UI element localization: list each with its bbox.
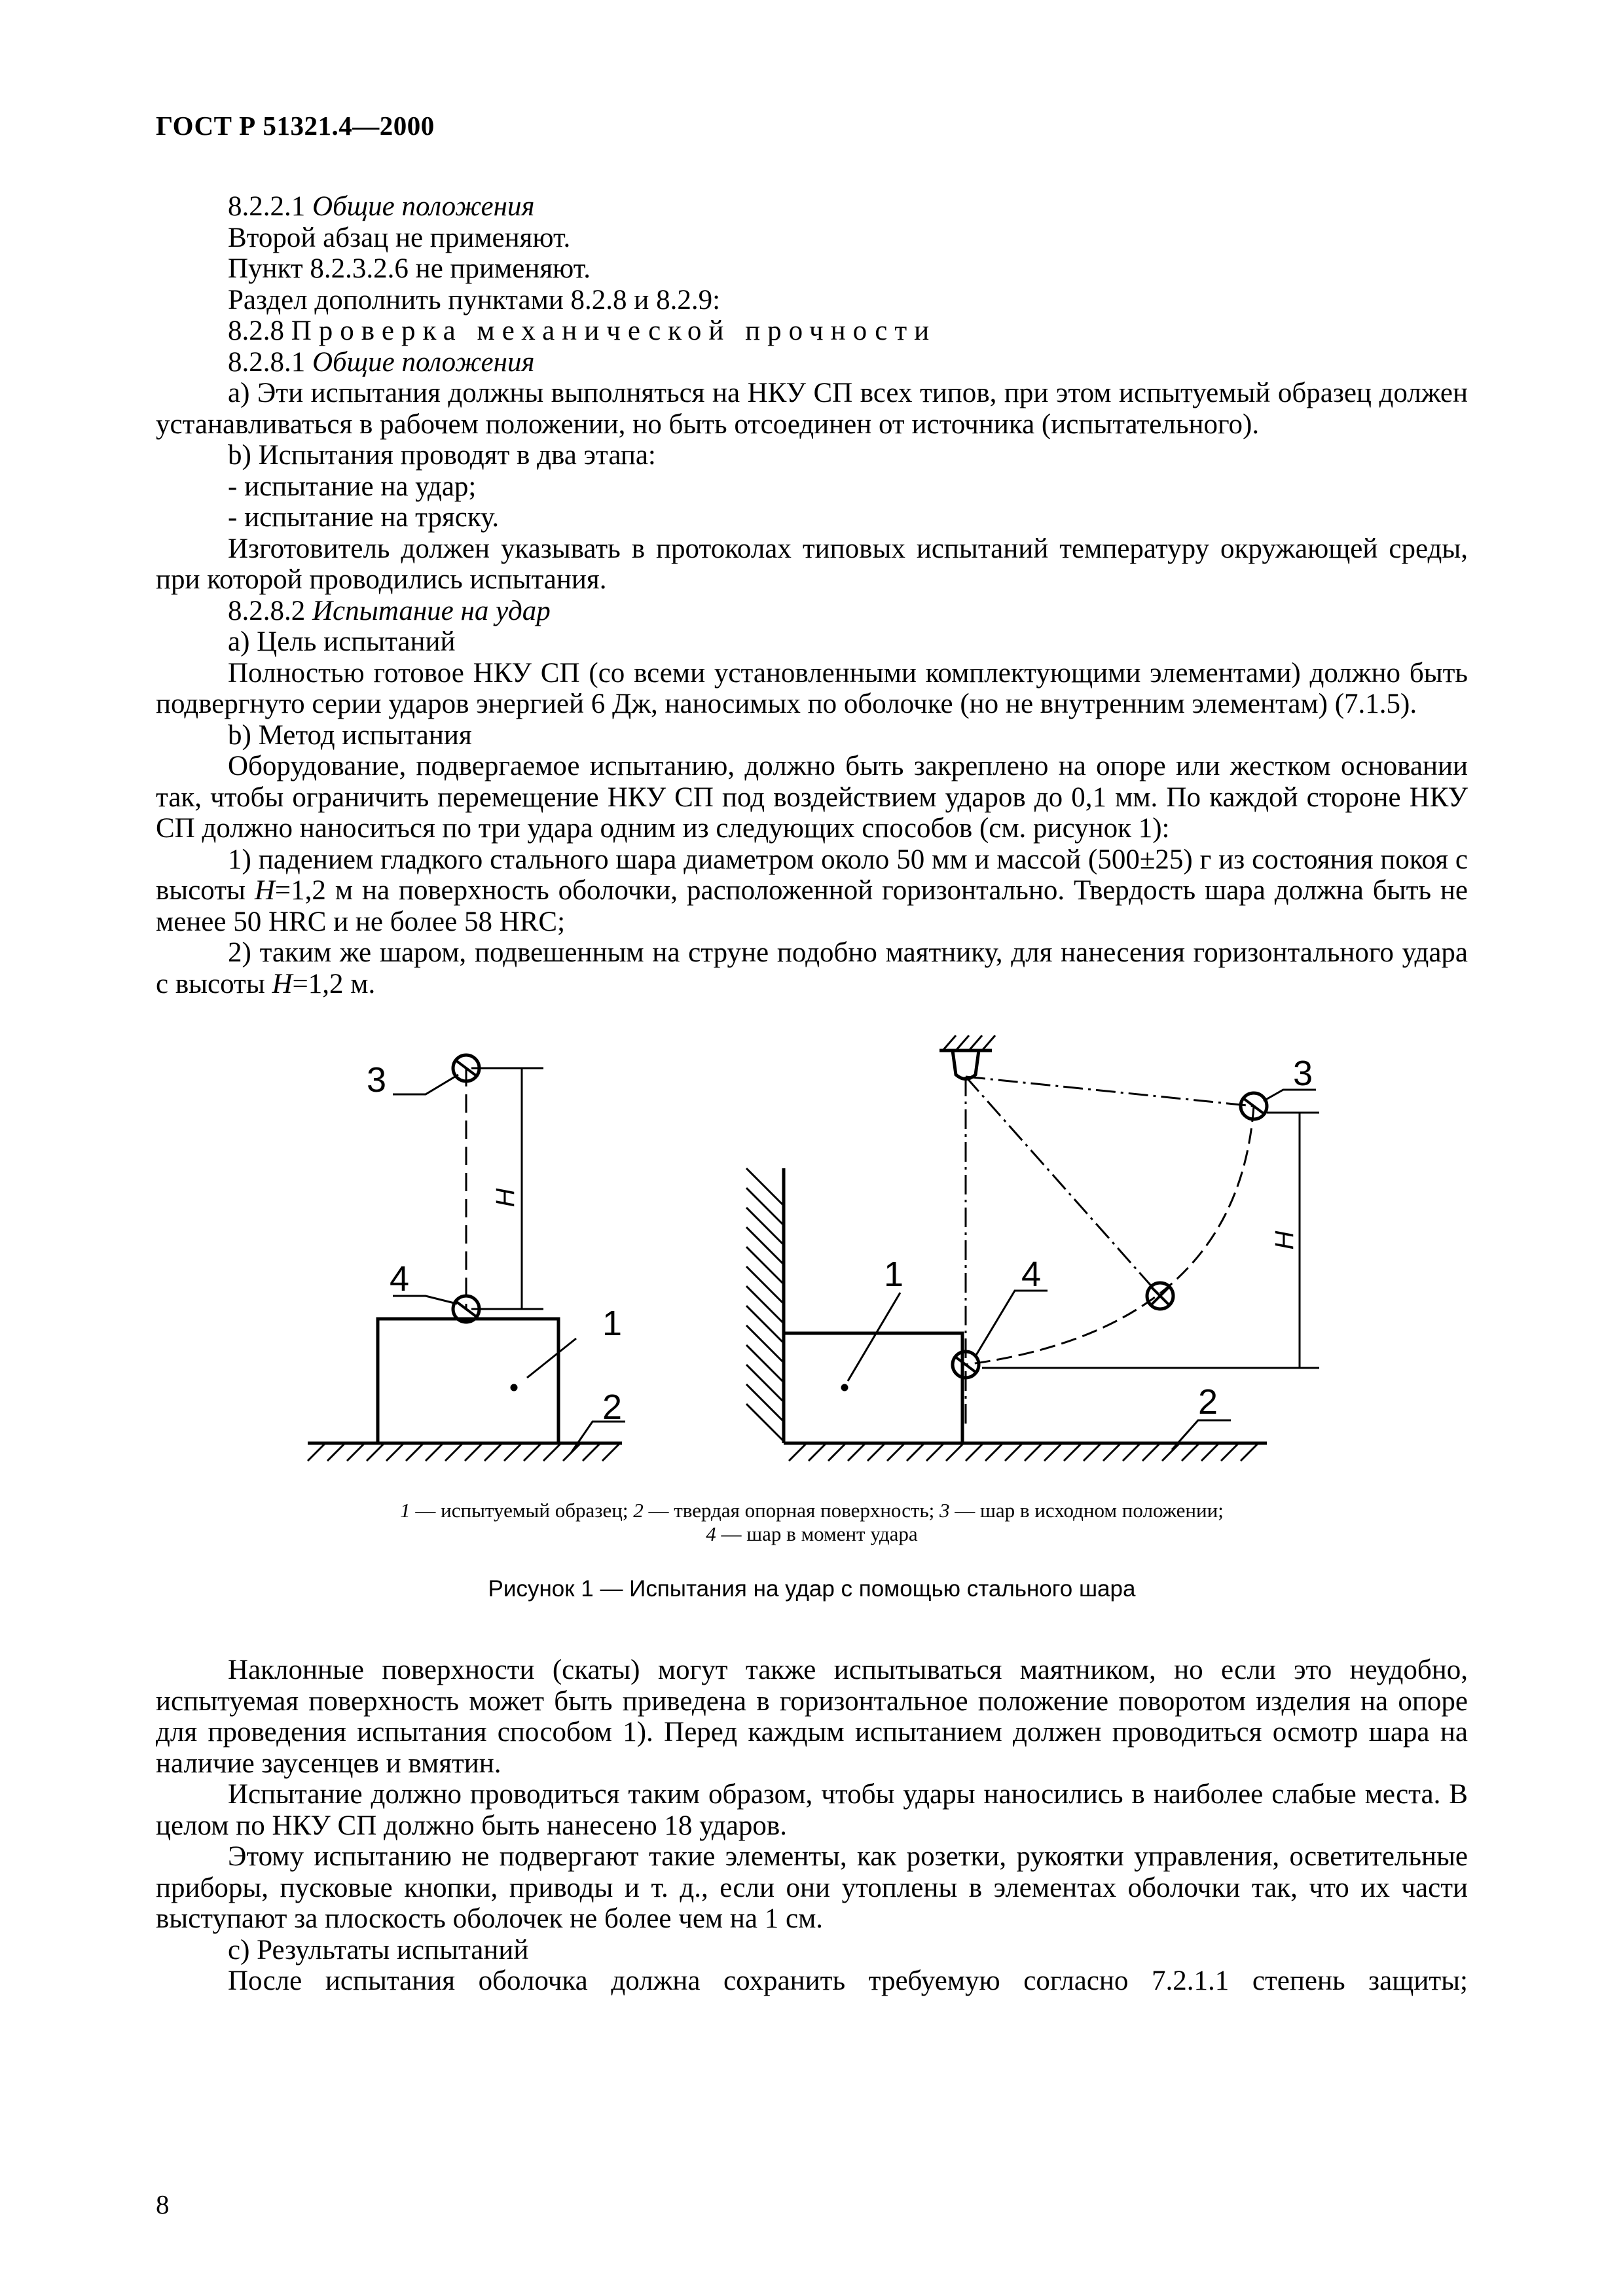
paragraph: Раздел дополнить пунктами 8.2.8 и 8.2.9: bbox=[228, 284, 721, 315]
clause-8-2-8 bbox=[156, 315, 1468, 347]
pendulum-string-start bbox=[966, 1077, 1254, 1106]
label-ball-start: 3 bbox=[366, 1060, 386, 1100]
paragraph: Этому испытанию не подвергают такие элементы, как розетки, рукоятки управления, осветительные приборы, пусковые кнопки, приводы и т. д., если они утоплены в элементах оболочки так, что их части выступают за плоскость оболочек не более чем на 1 см. bbox=[156, 1841, 1468, 1934]
label-ball-impact: 4 bbox=[389, 1259, 409, 1299]
right-labels bbox=[884, 1054, 1313, 1422]
label-height: H bbox=[491, 1188, 520, 1208]
legend-item: 2 bbox=[633, 1499, 644, 1522]
list-item: - испытание на тряску. bbox=[228, 502, 500, 533]
left-labels bbox=[367, 1060, 622, 1427]
label-height-right: H bbox=[1270, 1230, 1299, 1250]
leader-3 bbox=[393, 1075, 458, 1094]
legend-item: 3 bbox=[939, 1499, 950, 1522]
pendulum-string-mid bbox=[966, 1077, 1160, 1296]
paragraph: Полностью готовое НКУ СП (со всеми установленными комплектующими элементами) должно быть подвергнуто серии ударов энергией 6 Дж, наносимых по оболочке (но не внутренним элементам) (7.1.5). bbox=[156, 657, 1468, 719]
paragraph: а) Эти испытания должны выполняться на НКУ СП всех типов, при этом испытуемый образец должен устанавливаться в рабочем положении, но быть отсоединен от источника (испытательного). bbox=[156, 378, 1468, 440]
specimen-dot-right bbox=[843, 1386, 847, 1390]
body-text-top bbox=[156, 191, 1468, 999]
paragraph: b) Испытания проводят в два этапа: bbox=[228, 440, 656, 471]
document-header: ГОСТ Р 51321.4—2000 bbox=[156, 111, 435, 141]
leader-4-right bbox=[976, 1291, 1048, 1356]
label-pendulum-impact: 4 bbox=[1021, 1255, 1042, 1294]
clause-8-2-8-1 bbox=[156, 347, 1468, 378]
figure-caption: Рисунок 1 — Испытания на удар с помощью стального шара bbox=[488, 1576, 1136, 1602]
legend-item: 4 bbox=[706, 1522, 716, 1545]
paragraph: После испытания оболочка должна сохранить требуемую согласно 7.2.1.1 степень защиты; bbox=[228, 1965, 1468, 1996]
specimen-dot bbox=[512, 1386, 516, 1390]
label-surface: 2 bbox=[602, 1388, 623, 1427]
floor-hatch bbox=[789, 1443, 1258, 1461]
list-item: - испытание на удар; bbox=[228, 471, 477, 502]
figure-1 bbox=[0, 1021, 1623, 1479]
paragraph: Оборудование, подвергаемое испытанию, должно быть закреплено на опоре или жестком основании так, чтобы ограничить перемещение НКУ СП под воздействием ударов до 0,1 мм. По каждой стороне НКУ СП должно наноситься по три удара одним из следующих способов (см. рисунок 1): bbox=[156, 751, 1468, 844]
label-floor-right: 2 bbox=[1198, 1382, 1218, 1422]
legend-item: — твердая опорная поверхность; bbox=[643, 1499, 940, 1522]
legend-line-2 bbox=[156, 1522, 1468, 1546]
text-run: H bbox=[254, 875, 275, 906]
legend-item: — шар в момент удара bbox=[716, 1522, 918, 1545]
text-run: =1,2 м. bbox=[292, 968, 376, 999]
clause-title: Проверка механической прочности bbox=[291, 315, 937, 346]
pivot-mount bbox=[953, 1050, 979, 1079]
figure-legend bbox=[156, 1499, 1468, 1546]
leader-2-right bbox=[1172, 1420, 1231, 1450]
pendulum-arc bbox=[966, 1106, 1254, 1365]
paragraph bbox=[156, 937, 1468, 999]
clause-8-2-8-2 bbox=[156, 596, 1468, 627]
text-run: 2) таким же шаром, подвешенным на струне подобно маятнику, для нанесения горизонтального удара с высоты bbox=[156, 937, 1468, 999]
body-text-bottom bbox=[156, 1655, 1468, 1997]
specimen-box-right bbox=[784, 1333, 962, 1443]
paragraph: Пункт 8.2.3.2.6 не применяют. bbox=[228, 253, 591, 284]
legend-line-1 bbox=[156, 1499, 1468, 1522]
label-specimen-right: 1 bbox=[884, 1255, 904, 1294]
label-specimen: 1 bbox=[602, 1304, 623, 1343]
wall-hatch bbox=[746, 1168, 784, 1441]
leader-1 bbox=[527, 1338, 576, 1378]
paragraph: с) Результаты испытаний bbox=[228, 1934, 529, 1965]
clause-number: 8.2.8.1 bbox=[228, 346, 312, 378]
label-pendulum-start: 3 bbox=[1293, 1054, 1313, 1093]
paragraph: Изготовитель должен указывать в протоколах типовых испытаний температуру окружающей среды, при которой проводились испытания. bbox=[156, 533, 1468, 595]
clause-number: 8.2.2.1 bbox=[228, 191, 312, 222]
paragraph bbox=[156, 844, 1468, 938]
legend-item: 1 bbox=[400, 1499, 410, 1522]
paragraph: Наклонные поверхности (скаты) могут также испытываться маятником, но если это неудобно, испытуемая поверхность может быть приведена в горизонтальное положение поворотом изделия на опоре для проведения испытания способом 1). Перед каждым испытанием должен проводиться осмотр шара на наличие заусенцев и вмятин. bbox=[156, 1655, 1468, 1779]
clause-number: 8.2.8.2 bbox=[228, 595, 312, 626]
clause-number: 8.2.8 bbox=[228, 315, 291, 346]
paragraph: Второй абзац не применяют. bbox=[228, 222, 571, 253]
clause-title: Общие положения bbox=[312, 346, 535, 378]
text-run: H bbox=[272, 968, 293, 999]
ceiling-hatch bbox=[943, 1035, 995, 1050]
clause-title: Общие положения bbox=[312, 191, 535, 222]
leader-1-right bbox=[848, 1293, 900, 1381]
clause-title: Испытание на удар bbox=[312, 595, 551, 626]
impact-test-diagram bbox=[0, 1021, 1623, 1479]
ground-hatch bbox=[308, 1443, 620, 1461]
right-diagram bbox=[746, 1035, 1319, 1461]
paragraph: Испытание должно проводиться таким образом, чтобы удары наносились в наиболее слабые места. В целом по НКУ СП должно быть нанесено 18 ударов. bbox=[156, 1779, 1468, 1841]
page-number: 8 bbox=[156, 2189, 170, 2219]
paragraph: b) Метод испытания bbox=[228, 719, 472, 751]
left-diagram bbox=[308, 1055, 625, 1461]
clause-8-2-2-1 bbox=[156, 191, 1468, 223]
specimen-box bbox=[378, 1319, 558, 1443]
legend-item: — шар в исходном положении; bbox=[949, 1499, 1224, 1522]
text-run: =1,2 м на поверхность оболочки, расположенной горизонтально. Твердость шара должна быть не менее 50 HRC и не более 58 HRC; bbox=[156, 875, 1468, 937]
paragraph: а) Цель испытаний bbox=[228, 626, 456, 657]
text-run: 1) падением гладкого стального шара диаметром около 50 мм и массой (500±25) г из состояния покоя с высоты bbox=[156, 844, 1468, 906]
legend-item: — испытуемый образец; bbox=[410, 1499, 634, 1522]
